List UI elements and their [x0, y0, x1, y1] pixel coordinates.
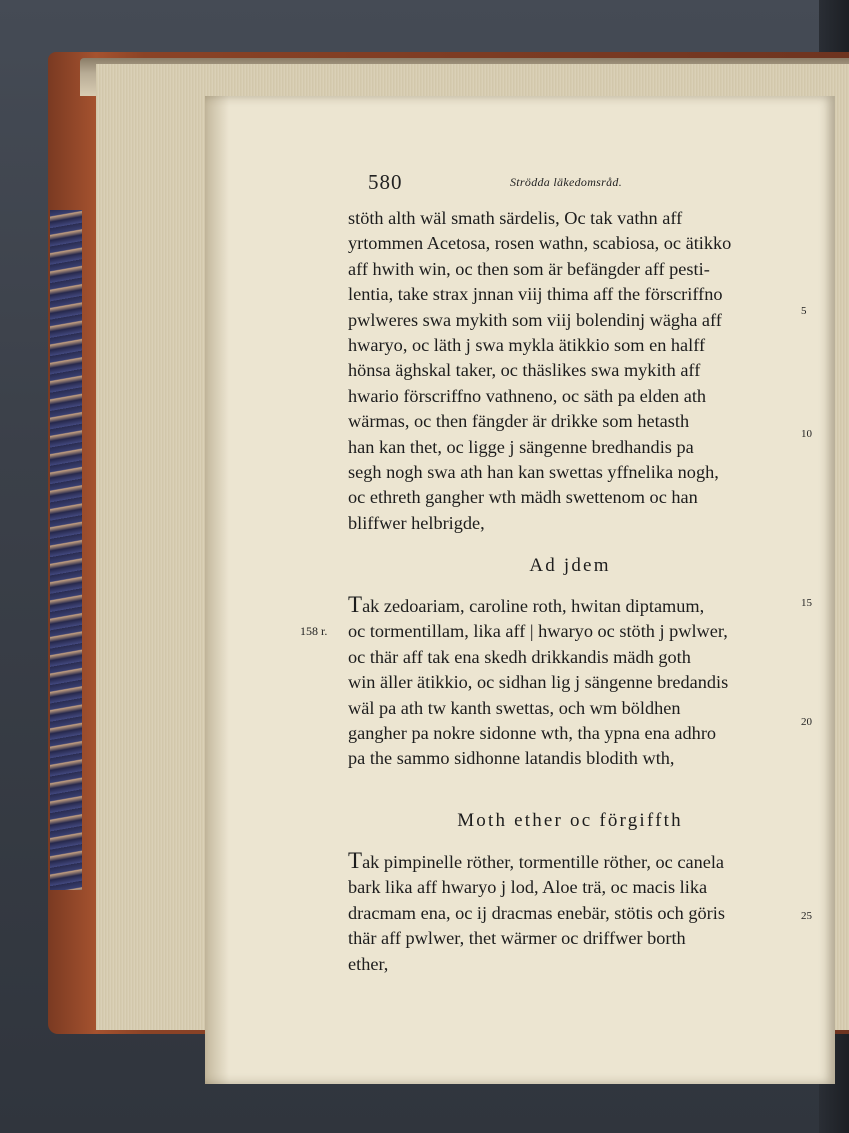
folio-note: 158 r. — [300, 624, 328, 638]
section-heading-ad-jdem: Ad jdem — [529, 555, 611, 576]
line-number: 5 — [801, 305, 807, 317]
initial-letter: T — [348, 848, 363, 873]
line-number: 25 — [801, 910, 812, 922]
text-line: stöth alth wäl smath särdelis, Oc tak vathn aff — [348, 208, 683, 228]
text-line: bliffwer helbrigde, — [348, 512, 485, 533]
text-line: hwaryo, oc läth j swa mykla ätikkio som en halff — [348, 335, 706, 356]
page-gutter-shadow — [205, 96, 229, 1084]
text-line: ether, — [348, 953, 389, 974]
line-number: 20 — [801, 716, 812, 728]
paragraph-3 — [348, 848, 792, 977]
text-line: lentia, take strax jnnan viij thima aff the förscriffno — [348, 284, 723, 305]
page-header — [368, 170, 622, 195]
text-line: oc ethreth gangher wth mädh swettenom oc han — [348, 487, 698, 508]
text-line: dracmam ena, oc ij dracmas enebär, stötis och göris — [348, 902, 725, 923]
text-line: thär aff pwlwer, thet wärmer oc driffwer borth — [348, 928, 686, 949]
line-number: 10 — [801, 428, 812, 440]
text-line: win äller ätikkio, oc sidhan lig j sängenne bredandis — [348, 672, 729, 693]
initial-letter: T — [348, 592, 363, 617]
text-line: wäl pa ath tw kanth swettas, och wm böldhen — [348, 697, 681, 718]
text-line: segh nogh swa ath han kan swettas yffnelika nogh, — [348, 462, 719, 483]
text-line: han kan thet, oc ligge j sängenne bredhandis pa — [348, 436, 694, 457]
marbled-spine — [50, 210, 82, 890]
text-line: hönsa äghskal taker, oc thäslikes swa mykith aff — [348, 360, 701, 381]
text-line: Tak zedoariam, caroline roth, hwitan diptamum, — [348, 592, 705, 617]
text-line: oc thär aff tak ena skedh drikkandis mädh goth — [348, 646, 691, 667]
text-line: pa the sammo sidhonne latandis blodith wth, — [348, 748, 675, 769]
paragraph-2 — [348, 592, 792, 772]
page-number: 580 — [368, 170, 403, 194]
text-line: wärmas, oc then fängder är drikke som hetasth — [348, 411, 690, 432]
text-line: gangher pa nokre sidonne wth, tha ypna ena adhro — [348, 723, 717, 744]
text-line: oc tormentillam, lika aff | hwaryo oc stöth j pwlwer, — [348, 621, 728, 642]
text-line: pwlweres swa mykith som viij bolendinj wägha aff — [348, 309, 722, 330]
line-number: 15 — [801, 597, 812, 609]
text-line: aff hwith win, oc then som är befängder aff pesti- — [348, 258, 710, 279]
text-line: yrtommen Acetosa, rosen wathn, scabiosa, oc ätikko — [348, 233, 732, 254]
text-line: bark lika aff hwaryo j lod, Aloe trä, oc macis lika — [348, 877, 708, 898]
section-heading-moth-ether: Moth ether oc förgiffth — [457, 810, 683, 831]
text-line: hwario förscriffno vathneno, oc säth pa elden ath — [348, 385, 707, 406]
running-title: Strödda läkedomsråd. — [510, 175, 622, 189]
paragraph-1 — [348, 206, 792, 536]
text-line: Tak pimpinelle röther, tormentille röther, oc canela — [348, 848, 725, 873]
